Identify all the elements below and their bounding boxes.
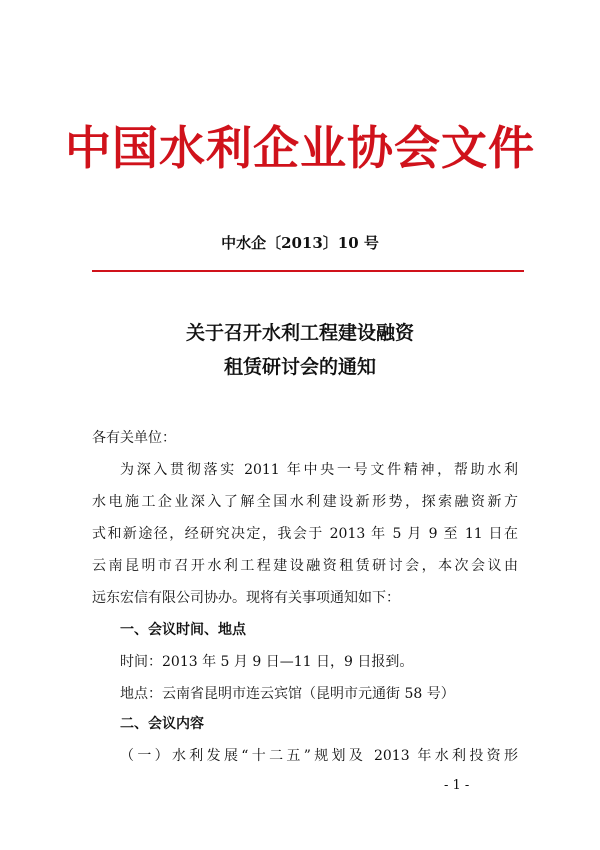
page-number: - 1 -: [444, 778, 470, 793]
section-heading-2: 二、会议内容: [120, 716, 204, 732]
paragraph-line: 式和新途径，经研究决定，我会于 2013 年 5 月 9 至 11 日在: [92, 526, 518, 542]
paragraph-line: 水电施工企业深入了解全国水利建设新形势，探索融资新方: [92, 494, 518, 510]
paragraph-line: 远东宏信有限公司协办。现将有关事项通知如下：: [92, 590, 400, 606]
document-number: 中水企〔2013〕10 号: [221, 234, 379, 252]
notice-title-line-2: 租赁研讨会的通知: [223, 356, 376, 378]
red-divider-rule: [92, 270, 524, 272]
salutation: 各有关单位：: [92, 430, 176, 446]
meeting-place: 地点：云南省昆明市连云宾馆（昆明市元通街 58 号）: [120, 686, 455, 702]
notice-title-line-1: 关于召开水利工程建设融资: [185, 322, 414, 344]
paragraph-line: 云南昆明市召开水利工程建设融资租赁研讨会，本次会议由: [92, 558, 518, 574]
org-header-title: 中国水利企业协会文件: [65, 121, 535, 175]
paragraph-line: 为深入贯彻落实 2011 年中央一号文件精神，帮助水利: [120, 462, 518, 478]
section-heading-1: 一、会议时间、地点: [120, 622, 246, 638]
meeting-time: 时间：2013 年 5 月 9 日—11 日，9 日报到。: [120, 654, 414, 670]
content-item-1: （一）水利发展“十二五”规划及 2013 年水利投资形: [120, 748, 518, 764]
